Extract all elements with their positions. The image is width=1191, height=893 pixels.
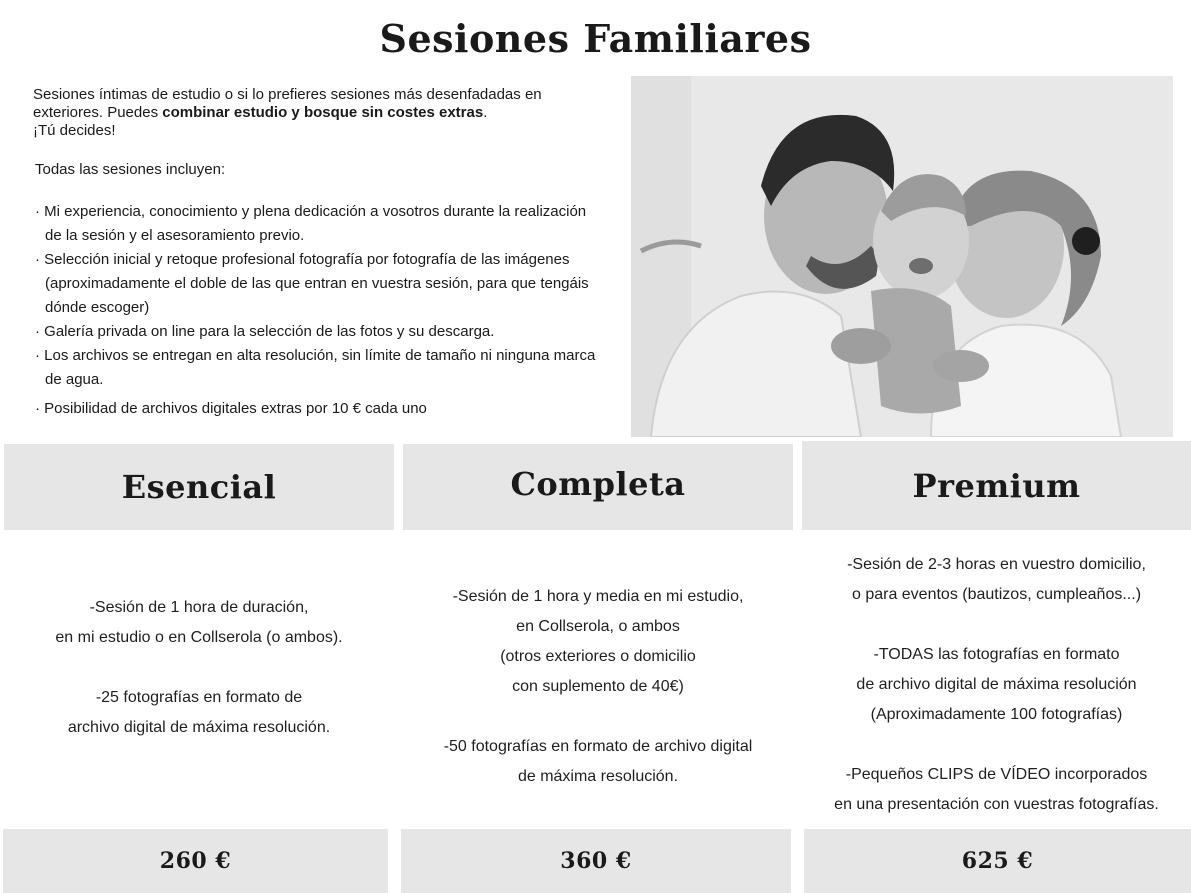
plan-price-completa xyxy=(401,829,791,893)
includes-item: · Mi experiencia, conocimiento y plena dedicación a vosotros durante la realización de la sesión y el asesoramiento previo. xyxy=(35,203,587,244)
plan-details-premium xyxy=(802,550,1191,820)
family-photo-illustration xyxy=(631,76,1173,437)
plan-detail-line: de archivo digital de máxima resolución xyxy=(856,676,1137,693)
intro-text-end: . xyxy=(483,104,488,121)
intro-highlight: combinar estudio y bosque sin costes extras xyxy=(162,104,484,121)
price-value: 260 € xyxy=(159,848,232,874)
plan-price-esencial xyxy=(3,829,388,893)
plan-detail-line: -Sesión de 1 hora y media en mi estudio, xyxy=(452,588,744,605)
plan-detail-line: -25 fotografías en formato de xyxy=(95,689,303,706)
intro-closing: ¡Tú decides! xyxy=(33,122,116,139)
plan-details-completa xyxy=(403,582,793,792)
family-photo xyxy=(631,76,1173,437)
intro-paragraph xyxy=(33,86,598,122)
page-title: Sesiones Familiares xyxy=(379,16,812,61)
plan-header-premium xyxy=(802,441,1191,530)
plan-detail-line: en mi estudio o en Collserola (o ambos). xyxy=(55,629,343,646)
extras-note: · Posibilidad de archivos digitales extras por 10 € cada uno xyxy=(35,400,427,417)
plan-detail-line: (otros exteriores o domicilio xyxy=(500,648,696,665)
includes-item: · Selección inicial y retoque profesional fotografía por fotografía de las imágenes (aproximadamente el doble de las que entran en vuestra sesión, para que tengáis dónde escoger) xyxy=(35,251,589,316)
plan-header-esencial xyxy=(4,444,394,530)
includes-item: · Galería privada on line para la selección de las fotos y su descarga. xyxy=(35,323,495,340)
intro-text xyxy=(33,86,598,140)
plan-detail-line: (Aproximadamente 100 fotografías) xyxy=(870,706,1123,723)
includes-list xyxy=(35,200,605,392)
price-value: 625 € xyxy=(961,848,1034,874)
plan-detail-line: o para eventos (bautizos, cumpleaños...) xyxy=(851,586,1142,603)
plan-details-esencial xyxy=(4,593,394,743)
intro-text-start: Sesiones íntimas de estudio o si lo prefieres sesiones más desenfadadas en exteriores. Puedes xyxy=(33,86,542,121)
includes-heading: Todas las sesiones incluyen: xyxy=(35,161,226,178)
plan-detail-line: -Sesión de 2-3 horas en vuestro domicilio, xyxy=(847,556,1146,573)
plan-header-completa xyxy=(403,444,793,530)
plan-name: Completa xyxy=(510,465,686,503)
includes-item: · Los archivos se entregan en alta resolución, sin límite de tamaño ni ninguna marca de agua. xyxy=(35,347,596,388)
plan-detail-line: en una presentación con vuestras fotografías. xyxy=(834,796,1159,813)
plan-detail-line: -Pequeños CLIPS de VÍDEO incorporados xyxy=(845,766,1148,783)
plan-name: Premium xyxy=(912,466,1081,505)
plan-detail-line: en Collserola, o ambos xyxy=(516,618,680,635)
price-value: 360 € xyxy=(560,848,632,874)
plan-detail-line: -Sesión de 1 hora de duración, xyxy=(89,599,309,616)
plan-detail-line: -TODAS las fotografías en formato xyxy=(873,646,1120,663)
plan-detail-line: archivo digital de máxima resolución. xyxy=(67,719,331,736)
plan-detail-line: de máxima resolución. xyxy=(517,768,679,785)
plan-name: Esencial xyxy=(121,468,277,506)
plan-price-premium xyxy=(804,829,1191,893)
plan-detail-line: con suplemento de 40€) xyxy=(512,678,684,695)
plan-detail-line: -50 fotografías en formato de archivo digital xyxy=(443,738,753,755)
